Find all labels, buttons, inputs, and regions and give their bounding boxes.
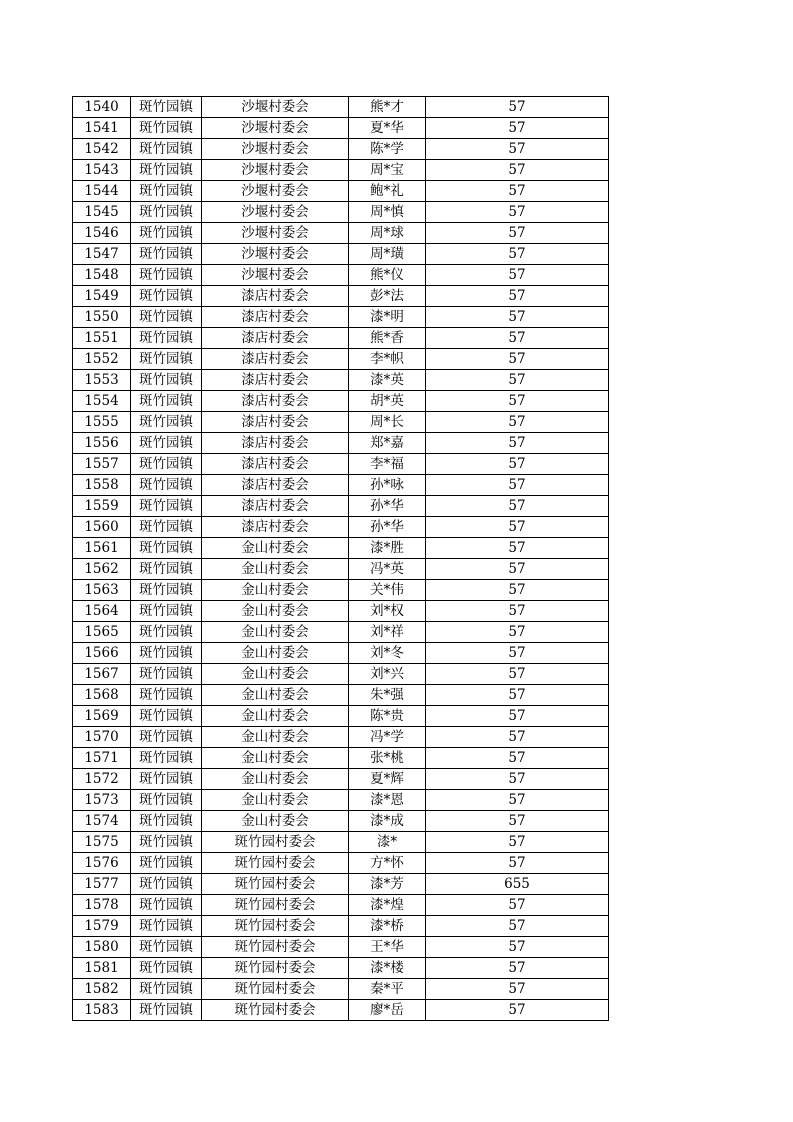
town-cell: 斑竹园镇 (131, 895, 202, 916)
table-row (73, 727, 609, 748)
person-name-cell: 漆*恩 (349, 790, 426, 811)
amount-cell: 57 (426, 202, 609, 223)
village-committee-cell: 漆店村委会 (202, 286, 349, 307)
row-number-cell: 1575 (73, 832, 131, 853)
person-name-cell: 周*璜 (349, 244, 426, 265)
village-committee-cell: 斑竹园村委会 (202, 853, 349, 874)
table-row (73, 622, 609, 643)
person-name-cell: 熊*才 (349, 97, 426, 118)
village-committee-cell: 斑竹园村委会 (202, 937, 349, 958)
person-name-cell: 陈*贵 (349, 706, 426, 727)
row-number-cell: 1577 (73, 874, 131, 895)
person-name-cell: 漆*煌 (349, 895, 426, 916)
row-number-cell: 1565 (73, 622, 131, 643)
village-committee-cell: 漆店村委会 (202, 454, 349, 475)
amount-cell: 57 (426, 160, 609, 181)
village-committee-cell: 金山村委会 (202, 769, 349, 790)
village-committee-cell: 斑竹园村委会 (202, 1000, 349, 1021)
table-row (73, 1000, 609, 1021)
table-row (73, 811, 609, 832)
table-row (73, 412, 609, 433)
village-committee-cell: 金山村委会 (202, 601, 349, 622)
row-number-cell: 1578 (73, 895, 131, 916)
amount-cell: 57 (426, 832, 609, 853)
row-number-cell: 1576 (73, 853, 131, 874)
town-cell: 斑竹园镇 (131, 832, 202, 853)
village-committee-cell: 金山村委会 (202, 706, 349, 727)
town-cell: 斑竹园镇 (131, 937, 202, 958)
village-committee-cell: 漆店村委会 (202, 475, 349, 496)
row-number-cell: 1568 (73, 685, 131, 706)
village-committee-cell: 斑竹园村委会 (202, 979, 349, 1000)
town-cell: 斑竹园镇 (131, 727, 202, 748)
amount-cell: 57 (426, 748, 609, 769)
amount-cell: 57 (426, 601, 609, 622)
village-committee-cell: 沙堰村委会 (202, 181, 349, 202)
town-cell: 斑竹园镇 (131, 391, 202, 412)
row-number-cell: 1545 (73, 202, 131, 223)
town-cell: 斑竹园镇 (131, 874, 202, 895)
town-cell: 斑竹园镇 (131, 538, 202, 559)
row-number-cell: 1564 (73, 601, 131, 622)
person-name-cell: 周*长 (349, 412, 426, 433)
table-row (73, 853, 609, 874)
amount-cell: 57 (426, 790, 609, 811)
person-name-cell: 漆* (349, 832, 426, 853)
town-cell: 斑竹园镇 (131, 349, 202, 370)
person-name-cell: 孙*华 (349, 496, 426, 517)
table-row (73, 433, 609, 454)
amount-cell: 57 (426, 328, 609, 349)
row-number-cell: 1543 (73, 160, 131, 181)
table-row (73, 370, 609, 391)
table-row (73, 97, 609, 118)
row-number-cell: 1573 (73, 790, 131, 811)
person-name-cell: 关*伟 (349, 580, 426, 601)
village-committee-cell: 金山村委会 (202, 790, 349, 811)
person-name-cell: 漆*胜 (349, 538, 426, 559)
village-committee-cell: 金山村委会 (202, 811, 349, 832)
amount-cell: 57 (426, 349, 609, 370)
village-committee-cell: 漆店村委会 (202, 433, 349, 454)
row-number-cell: 1552 (73, 349, 131, 370)
amount-cell: 57 (426, 685, 609, 706)
village-committee-cell: 沙堰村委会 (202, 160, 349, 181)
town-cell: 斑竹园镇 (131, 958, 202, 979)
table-row (73, 664, 609, 685)
amount-cell: 57 (426, 895, 609, 916)
amount-cell: 57 (426, 517, 609, 538)
row-number-cell: 1560 (73, 517, 131, 538)
row-number-cell: 1557 (73, 454, 131, 475)
amount-cell: 57 (426, 475, 609, 496)
table-row (73, 706, 609, 727)
row-number-cell: 1582 (73, 979, 131, 1000)
village-committee-cell: 漆店村委会 (202, 349, 349, 370)
person-name-cell: 熊*仪 (349, 265, 426, 286)
table-row (73, 517, 609, 538)
row-number-cell: 1580 (73, 937, 131, 958)
row-number-cell: 1570 (73, 727, 131, 748)
table-row (73, 118, 609, 139)
table-row (73, 790, 609, 811)
row-number-cell: 1566 (73, 643, 131, 664)
town-cell: 斑竹园镇 (131, 370, 202, 391)
town-cell: 斑竹园镇 (131, 748, 202, 769)
town-cell: 斑竹园镇 (131, 118, 202, 139)
town-cell: 斑竹园镇 (131, 853, 202, 874)
amount-cell: 57 (426, 286, 609, 307)
amount-cell: 57 (426, 538, 609, 559)
town-cell: 斑竹园镇 (131, 580, 202, 601)
person-name-cell: 刘*祥 (349, 622, 426, 643)
town-cell: 斑竹园镇 (131, 244, 202, 265)
person-name-cell: 彭*法 (349, 286, 426, 307)
table-row (73, 391, 609, 412)
row-number-cell: 1541 (73, 118, 131, 139)
row-number-cell: 1579 (73, 916, 131, 937)
town-cell: 斑竹园镇 (131, 622, 202, 643)
town-cell: 斑竹园镇 (131, 454, 202, 475)
town-cell: 斑竹园镇 (131, 412, 202, 433)
village-committee-cell: 漆店村委会 (202, 412, 349, 433)
person-name-cell: 冯*学 (349, 727, 426, 748)
village-committee-cell: 漆店村委会 (202, 307, 349, 328)
table-row (73, 496, 609, 517)
person-name-cell: 胡*英 (349, 391, 426, 412)
table-row (73, 307, 609, 328)
amount-cell: 57 (426, 496, 609, 517)
person-name-cell: 熊*香 (349, 328, 426, 349)
row-number-cell: 1542 (73, 139, 131, 160)
table-row (73, 832, 609, 853)
table-row (73, 244, 609, 265)
table-row (73, 223, 609, 244)
village-committee-cell: 金山村委会 (202, 580, 349, 601)
amount-cell: 57 (426, 433, 609, 454)
person-name-cell: 周*球 (349, 223, 426, 244)
row-number-cell: 1548 (73, 265, 131, 286)
row-number-cell: 1555 (73, 412, 131, 433)
table-row (73, 580, 609, 601)
person-name-cell: 漆*成 (349, 811, 426, 832)
row-number-cell: 1561 (73, 538, 131, 559)
row-number-cell: 1569 (73, 706, 131, 727)
village-committee-cell: 斑竹园村委会 (202, 895, 349, 916)
person-name-cell: 夏*华 (349, 118, 426, 139)
person-name-cell: 郑*嘉 (349, 433, 426, 454)
person-name-cell: 秦*平 (349, 979, 426, 1000)
town-cell: 斑竹园镇 (131, 202, 202, 223)
village-committee-cell: 金山村委会 (202, 622, 349, 643)
row-number-cell: 1583 (73, 1000, 131, 1021)
town-cell: 斑竹园镇 (131, 475, 202, 496)
amount-cell: 57 (426, 937, 609, 958)
town-cell: 斑竹园镇 (131, 601, 202, 622)
row-number-cell: 1558 (73, 475, 131, 496)
row-number-cell: 1550 (73, 307, 131, 328)
village-committee-cell: 漆店村委会 (202, 328, 349, 349)
town-cell: 斑竹园镇 (131, 97, 202, 118)
person-name-cell: 刘*兴 (349, 664, 426, 685)
amount-cell: 57 (426, 307, 609, 328)
town-cell: 斑竹园镇 (131, 916, 202, 937)
village-committee-cell: 金山村委会 (202, 727, 349, 748)
amount-cell: 655 (426, 874, 609, 895)
table-row (73, 202, 609, 223)
amount-cell: 57 (426, 391, 609, 412)
table-row (73, 160, 609, 181)
person-name-cell: 朱*强 (349, 685, 426, 706)
village-committee-cell: 斑竹园村委会 (202, 832, 349, 853)
person-name-cell: 廖*岳 (349, 1000, 426, 1021)
village-committee-cell: 金山村委会 (202, 664, 349, 685)
table-row (73, 916, 609, 937)
person-name-cell: 漆*英 (349, 370, 426, 391)
village-committee-cell: 金山村委会 (202, 748, 349, 769)
person-name-cell: 漆*桥 (349, 916, 426, 937)
row-number-cell: 1556 (73, 433, 131, 454)
town-cell: 斑竹园镇 (131, 223, 202, 244)
village-committee-cell: 沙堰村委会 (202, 223, 349, 244)
amount-cell: 57 (426, 118, 609, 139)
row-number-cell: 1581 (73, 958, 131, 979)
row-number-cell: 1563 (73, 580, 131, 601)
row-number-cell: 1553 (73, 370, 131, 391)
village-committee-cell: 沙堰村委会 (202, 118, 349, 139)
town-cell: 斑竹园镇 (131, 664, 202, 685)
amount-cell: 57 (426, 769, 609, 790)
person-name-cell: 夏*辉 (349, 769, 426, 790)
table-row (73, 349, 609, 370)
person-name-cell: 李*帜 (349, 349, 426, 370)
amount-cell: 57 (426, 916, 609, 937)
town-cell: 斑竹园镇 (131, 790, 202, 811)
town-cell: 斑竹园镇 (131, 328, 202, 349)
row-number-cell: 1574 (73, 811, 131, 832)
amount-cell: 57 (426, 265, 609, 286)
table-row (73, 328, 609, 349)
town-cell: 斑竹园镇 (131, 433, 202, 454)
town-cell: 斑竹园镇 (131, 811, 202, 832)
table-row (73, 769, 609, 790)
village-committee-cell: 沙堰村委会 (202, 139, 349, 160)
person-name-cell: 周*慎 (349, 202, 426, 223)
person-name-cell: 刘*冬 (349, 643, 426, 664)
person-name-cell: 漆*楼 (349, 958, 426, 979)
amount-cell: 57 (426, 811, 609, 832)
row-number-cell: 1551 (73, 328, 131, 349)
village-committee-cell: 沙堰村委会 (202, 97, 349, 118)
amount-cell: 57 (426, 370, 609, 391)
amount-cell: 57 (426, 664, 609, 685)
amount-cell: 57 (426, 223, 609, 244)
town-cell: 斑竹园镇 (131, 979, 202, 1000)
person-name-cell: 漆*芳 (349, 874, 426, 895)
table-row (73, 559, 609, 580)
row-number-cell: 1572 (73, 769, 131, 790)
amount-cell: 57 (426, 181, 609, 202)
village-committee-cell: 金山村委会 (202, 538, 349, 559)
town-cell: 斑竹园镇 (131, 1000, 202, 1021)
town-cell: 斑竹园镇 (131, 643, 202, 664)
amount-cell: 57 (426, 958, 609, 979)
person-name-cell: 王*华 (349, 937, 426, 958)
row-number-cell: 1571 (73, 748, 131, 769)
table-row (73, 265, 609, 286)
person-name-cell: 漆*明 (349, 307, 426, 328)
row-number-cell: 1540 (73, 97, 131, 118)
table-row (73, 286, 609, 307)
row-number-cell: 1544 (73, 181, 131, 202)
town-cell: 斑竹园镇 (131, 559, 202, 580)
person-name-cell: 鲍*礼 (349, 181, 426, 202)
village-committee-cell: 漆店村委会 (202, 391, 349, 412)
town-cell: 斑竹园镇 (131, 286, 202, 307)
table-row (73, 181, 609, 202)
town-cell: 斑竹园镇 (131, 265, 202, 286)
table-row (73, 874, 609, 895)
village-committee-cell: 漆店村委会 (202, 517, 349, 538)
town-cell: 斑竹园镇 (131, 706, 202, 727)
person-name-cell: 冯*英 (349, 559, 426, 580)
table-row (73, 601, 609, 622)
table-row (73, 475, 609, 496)
table-row (73, 139, 609, 160)
amount-cell: 57 (426, 559, 609, 580)
row-number-cell: 1546 (73, 223, 131, 244)
amount-cell: 57 (426, 97, 609, 118)
village-committee-cell: 斑竹园村委会 (202, 958, 349, 979)
village-committee-cell: 金山村委会 (202, 643, 349, 664)
town-cell: 斑竹园镇 (131, 517, 202, 538)
village-committee-cell: 金山村委会 (202, 685, 349, 706)
table-row (73, 958, 609, 979)
town-cell: 斑竹园镇 (131, 160, 202, 181)
amount-cell: 57 (426, 853, 609, 874)
person-name-cell: 方*怀 (349, 853, 426, 874)
amount-cell: 57 (426, 139, 609, 160)
row-number-cell: 1562 (73, 559, 131, 580)
row-number-cell: 1547 (73, 244, 131, 265)
town-cell: 斑竹园镇 (131, 307, 202, 328)
row-number-cell: 1549 (73, 286, 131, 307)
row-number-cell: 1567 (73, 664, 131, 685)
town-cell: 斑竹园镇 (131, 769, 202, 790)
village-committee-cell: 金山村委会 (202, 559, 349, 580)
table-row (73, 979, 609, 1000)
town-cell: 斑竹园镇 (131, 181, 202, 202)
amount-cell: 57 (426, 412, 609, 433)
amount-cell: 57 (426, 979, 609, 1000)
table-row (73, 538, 609, 559)
village-committee-cell: 斑竹园村委会 (202, 874, 349, 895)
person-name-cell: 张*桃 (349, 748, 426, 769)
row-number-cell: 1554 (73, 391, 131, 412)
row-number-cell: 1559 (73, 496, 131, 517)
amount-cell: 57 (426, 454, 609, 475)
amount-cell: 57 (426, 580, 609, 601)
village-committee-cell: 沙堰村委会 (202, 244, 349, 265)
village-committee-cell: 漆店村委会 (202, 496, 349, 517)
roster-table (72, 96, 609, 1021)
table-row (73, 685, 609, 706)
amount-cell: 57 (426, 643, 609, 664)
village-committee-cell: 斑竹园村委会 (202, 916, 349, 937)
town-cell: 斑竹园镇 (131, 496, 202, 517)
roster-body (73, 97, 609, 1021)
person-name-cell: 李*福 (349, 454, 426, 475)
amount-cell: 57 (426, 244, 609, 265)
person-name-cell: 周*宝 (349, 160, 426, 181)
table-row (73, 937, 609, 958)
person-name-cell: 陈*学 (349, 139, 426, 160)
person-name-cell: 孙*华 (349, 517, 426, 538)
village-committee-cell: 沙堰村委会 (202, 202, 349, 223)
amount-cell: 57 (426, 727, 609, 748)
village-committee-cell: 沙堰村委会 (202, 265, 349, 286)
amount-cell: 57 (426, 622, 609, 643)
table-row (73, 748, 609, 769)
person-name-cell: 刘*权 (349, 601, 426, 622)
amount-cell: 57 (426, 706, 609, 727)
town-cell: 斑竹园镇 (131, 139, 202, 160)
table-row (73, 895, 609, 916)
person-name-cell: 孙*咏 (349, 475, 426, 496)
table-row (73, 454, 609, 475)
amount-cell: 57 (426, 1000, 609, 1021)
town-cell: 斑竹园镇 (131, 685, 202, 706)
table-row (73, 643, 609, 664)
village-committee-cell: 漆店村委会 (202, 370, 349, 391)
